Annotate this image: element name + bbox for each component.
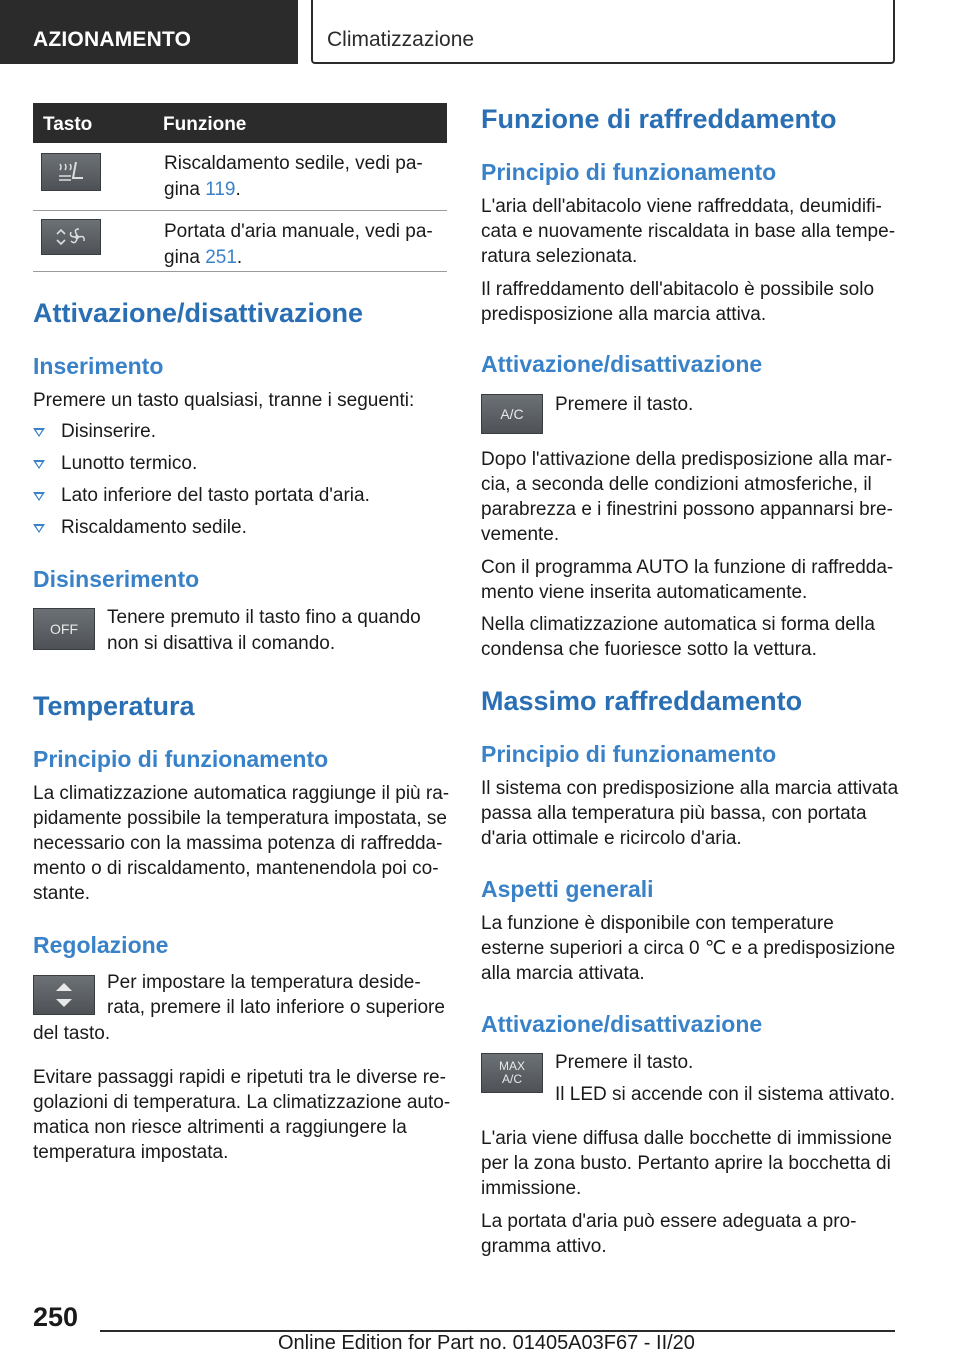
paragraph-aria-3: immissione. <box>481 1178 582 1199</box>
heading-activation: Attivazione/disattivazione <box>33 298 364 328</box>
page-link-251[interactable]: 251 <box>205 247 237 268</box>
seat-heating-icon <box>41 153 101 191</box>
heading-regolazione: Regolazione <box>33 932 169 958</box>
table-header-function: Funzione <box>163 114 247 135</box>
paragraph-aspetti-3: alla marcia attivata. <box>481 963 645 984</box>
paragraph-evitare-1: Evitare passaggi rapidi e ripetuti tra le diverse re- <box>33 1067 446 1088</box>
heading-attivazione-raff: Attivazione/disattivazione <box>481 351 763 377</box>
table-header <box>33 103 447 143</box>
paragraph-temp-4: mento o di riscaldamento, mantenendola poi co- <box>33 858 439 879</box>
paragraph-nella-1: Nella climatizzazione automatica si forma della <box>481 614 875 635</box>
paragraph-disinserimento-2: non si disattiva il comando. <box>107 633 336 654</box>
air-flow-icon <box>41 219 101 255</box>
paragraph-dopo-2: cia, a seconda delle condizioni atmosferiche, il <box>481 474 872 495</box>
page-link-119[interactable]: 119 <box>205 179 236 200</box>
paragraph-auto-1: Con il programma AUTO la funzione di raffredda- <box>481 557 894 578</box>
heading-disinserimento: Disinserimento <box>33 566 200 592</box>
heading-attivazione-max: Attivazione/disattivazione <box>481 1011 763 1037</box>
paragraph-aspetti-2: esterne superiori a circa 0 ℃ e a predisposizione <box>481 938 896 959</box>
heading-temperatura: Temperatura <box>33 691 195 721</box>
bullet-triangle-icon <box>33 524 45 533</box>
paragraph-temp-5: stante. <box>33 883 91 904</box>
paragraph-premere: Premere il tasto. <box>555 394 694 415</box>
table-row-text: Riscaldamento sedile, vedi pa- gina 119. <box>164 153 423 200</box>
paragraph-princ2-1: Il raffreddamento dell'abitacolo è possibile solo <box>481 279 875 300</box>
heading-principio-max: Principio di funzionamento <box>481 741 777 767</box>
paragraph-dopo-3: parabrezza e i finestrini possono appannarsi bre- <box>481 499 893 520</box>
heading-aspetti: Aspetti generali <box>481 876 654 902</box>
paragraph-aria-2: per la zona busto. Pertanto aprire la bocchetta di <box>481 1153 891 1174</box>
paragraph-aria-1: L'aria viene diffusa dalle bocchette di immissione <box>481 1128 892 1149</box>
paragraph-aspetti-1: La funzione è disponibile con temperature <box>481 913 834 934</box>
paragraph-regolazione-1: Per impostare la temperatura deside- <box>107 972 421 993</box>
heading-raffreddamento: Funzione di raffreddamento <box>481 104 837 134</box>
paragraph-princ2-2: predisposizione alla marcia attiva. <box>481 304 767 325</box>
heading-inserimento: Inserimento <box>33 353 164 379</box>
ac-button-icon: A/C <box>481 394 543 434</box>
paragraph-sistema-3: d'aria ottimale e ricircolo d'aria. <box>481 828 742 849</box>
paragraph-nella-2: condensa che fuoriesce sotto la vettura. <box>481 639 817 660</box>
paragraph-sistema-2: passa alla temperatura più bassa, con portata <box>481 803 867 824</box>
paragraph-evitare-2: golazioni di temperatura. La climatizzazione auto- <box>33 1092 451 1113</box>
paragraph-inserimento: Premere un tasto qualsiasi, tranne i seguenti: <box>33 390 415 411</box>
chapter-tab <box>311 0 895 64</box>
paragraph-led: Il LED si accende con il sistema attivato. <box>555 1084 896 1105</box>
paragraph-temp-2: pidamente possibile la temperatura impostata, se <box>33 808 448 829</box>
section-tab <box>0 0 298 64</box>
paragraph-evitare-4: temperatura impostata. <box>33 1142 229 1163</box>
max-ac-button-icon: MAX A/C <box>481 1053 543 1093</box>
paragraph-portata-2: gramma attivo. <box>481 1236 607 1257</box>
page-number: 250 <box>33 1302 79 1332</box>
paragraph-evitare-3: matica non riesce altrimenti a raggiungere la <box>33 1117 407 1138</box>
paragraph-princ-2: cata e nuovamente riscaldata in base alla tempe- <box>481 221 896 242</box>
paragraph-dopo-4: vemente. <box>481 524 560 545</box>
paragraph-princ-1: L'aria dell'abitacolo viene raffreddata, deumidifi- <box>481 196 882 217</box>
heading-principio-raff: Principio di funzionamento <box>481 159 777 185</box>
off-button-icon: OFF <box>33 608 95 650</box>
heading-principio-temp: Principio di funzionamento <box>33 746 329 772</box>
heading-massimo: Massimo raffreddamento <box>481 686 803 716</box>
bullet-triangle-icon <box>33 492 45 501</box>
paragraph-sistema-1: Il sistema con predisposizione alla marcia attivata <box>481 778 899 799</box>
temperature-updown-icon <box>33 975 95 1015</box>
table-row <box>33 143 447 211</box>
footer-edition: Online Edition for Part no. 01405A03F67 - II/20 <box>278 1332 695 1354</box>
paragraph-regolazione-3: del tasto. <box>33 1023 111 1044</box>
table-row <box>33 211 447 272</box>
paragraph-disinserimento-1: Tenere premuto il tasto fino a quando <box>107 607 421 628</box>
section-title: AZIONAMENTO <box>33 28 192 51</box>
chapter-title: Climatizzazione <box>327 28 475 51</box>
paragraph-princ-3: ratura selezionata. <box>481 246 638 267</box>
paragraph-temp-1: La climatizzazione automatica raggiunge il più ra- <box>33 783 450 804</box>
paragraph-temp-3: necessario con la massima potenza di raffredda- <box>33 833 443 854</box>
paragraph-auto-2: mento viene inserita automaticamente. <box>481 582 808 603</box>
paragraph-portata-1: La portata d'aria può essere adeguata a pro- <box>481 1211 857 1232</box>
bullet-triangle-icon <box>33 460 45 469</box>
table-row-text: Portata d'aria manuale, vedi pa- gina 251. <box>164 221 433 268</box>
paragraph-dopo-1: Dopo l'attivazione della predisposizione alla mar- <box>481 449 893 470</box>
paragraph-regolazione-2: rata, premere il lato inferiore o superiore <box>107 997 445 1018</box>
bullet-triangle-icon <box>33 428 45 437</box>
table-header-key: Tasto <box>43 114 93 135</box>
paragraph-premere2: Premere il tasto. <box>555 1052 694 1073</box>
